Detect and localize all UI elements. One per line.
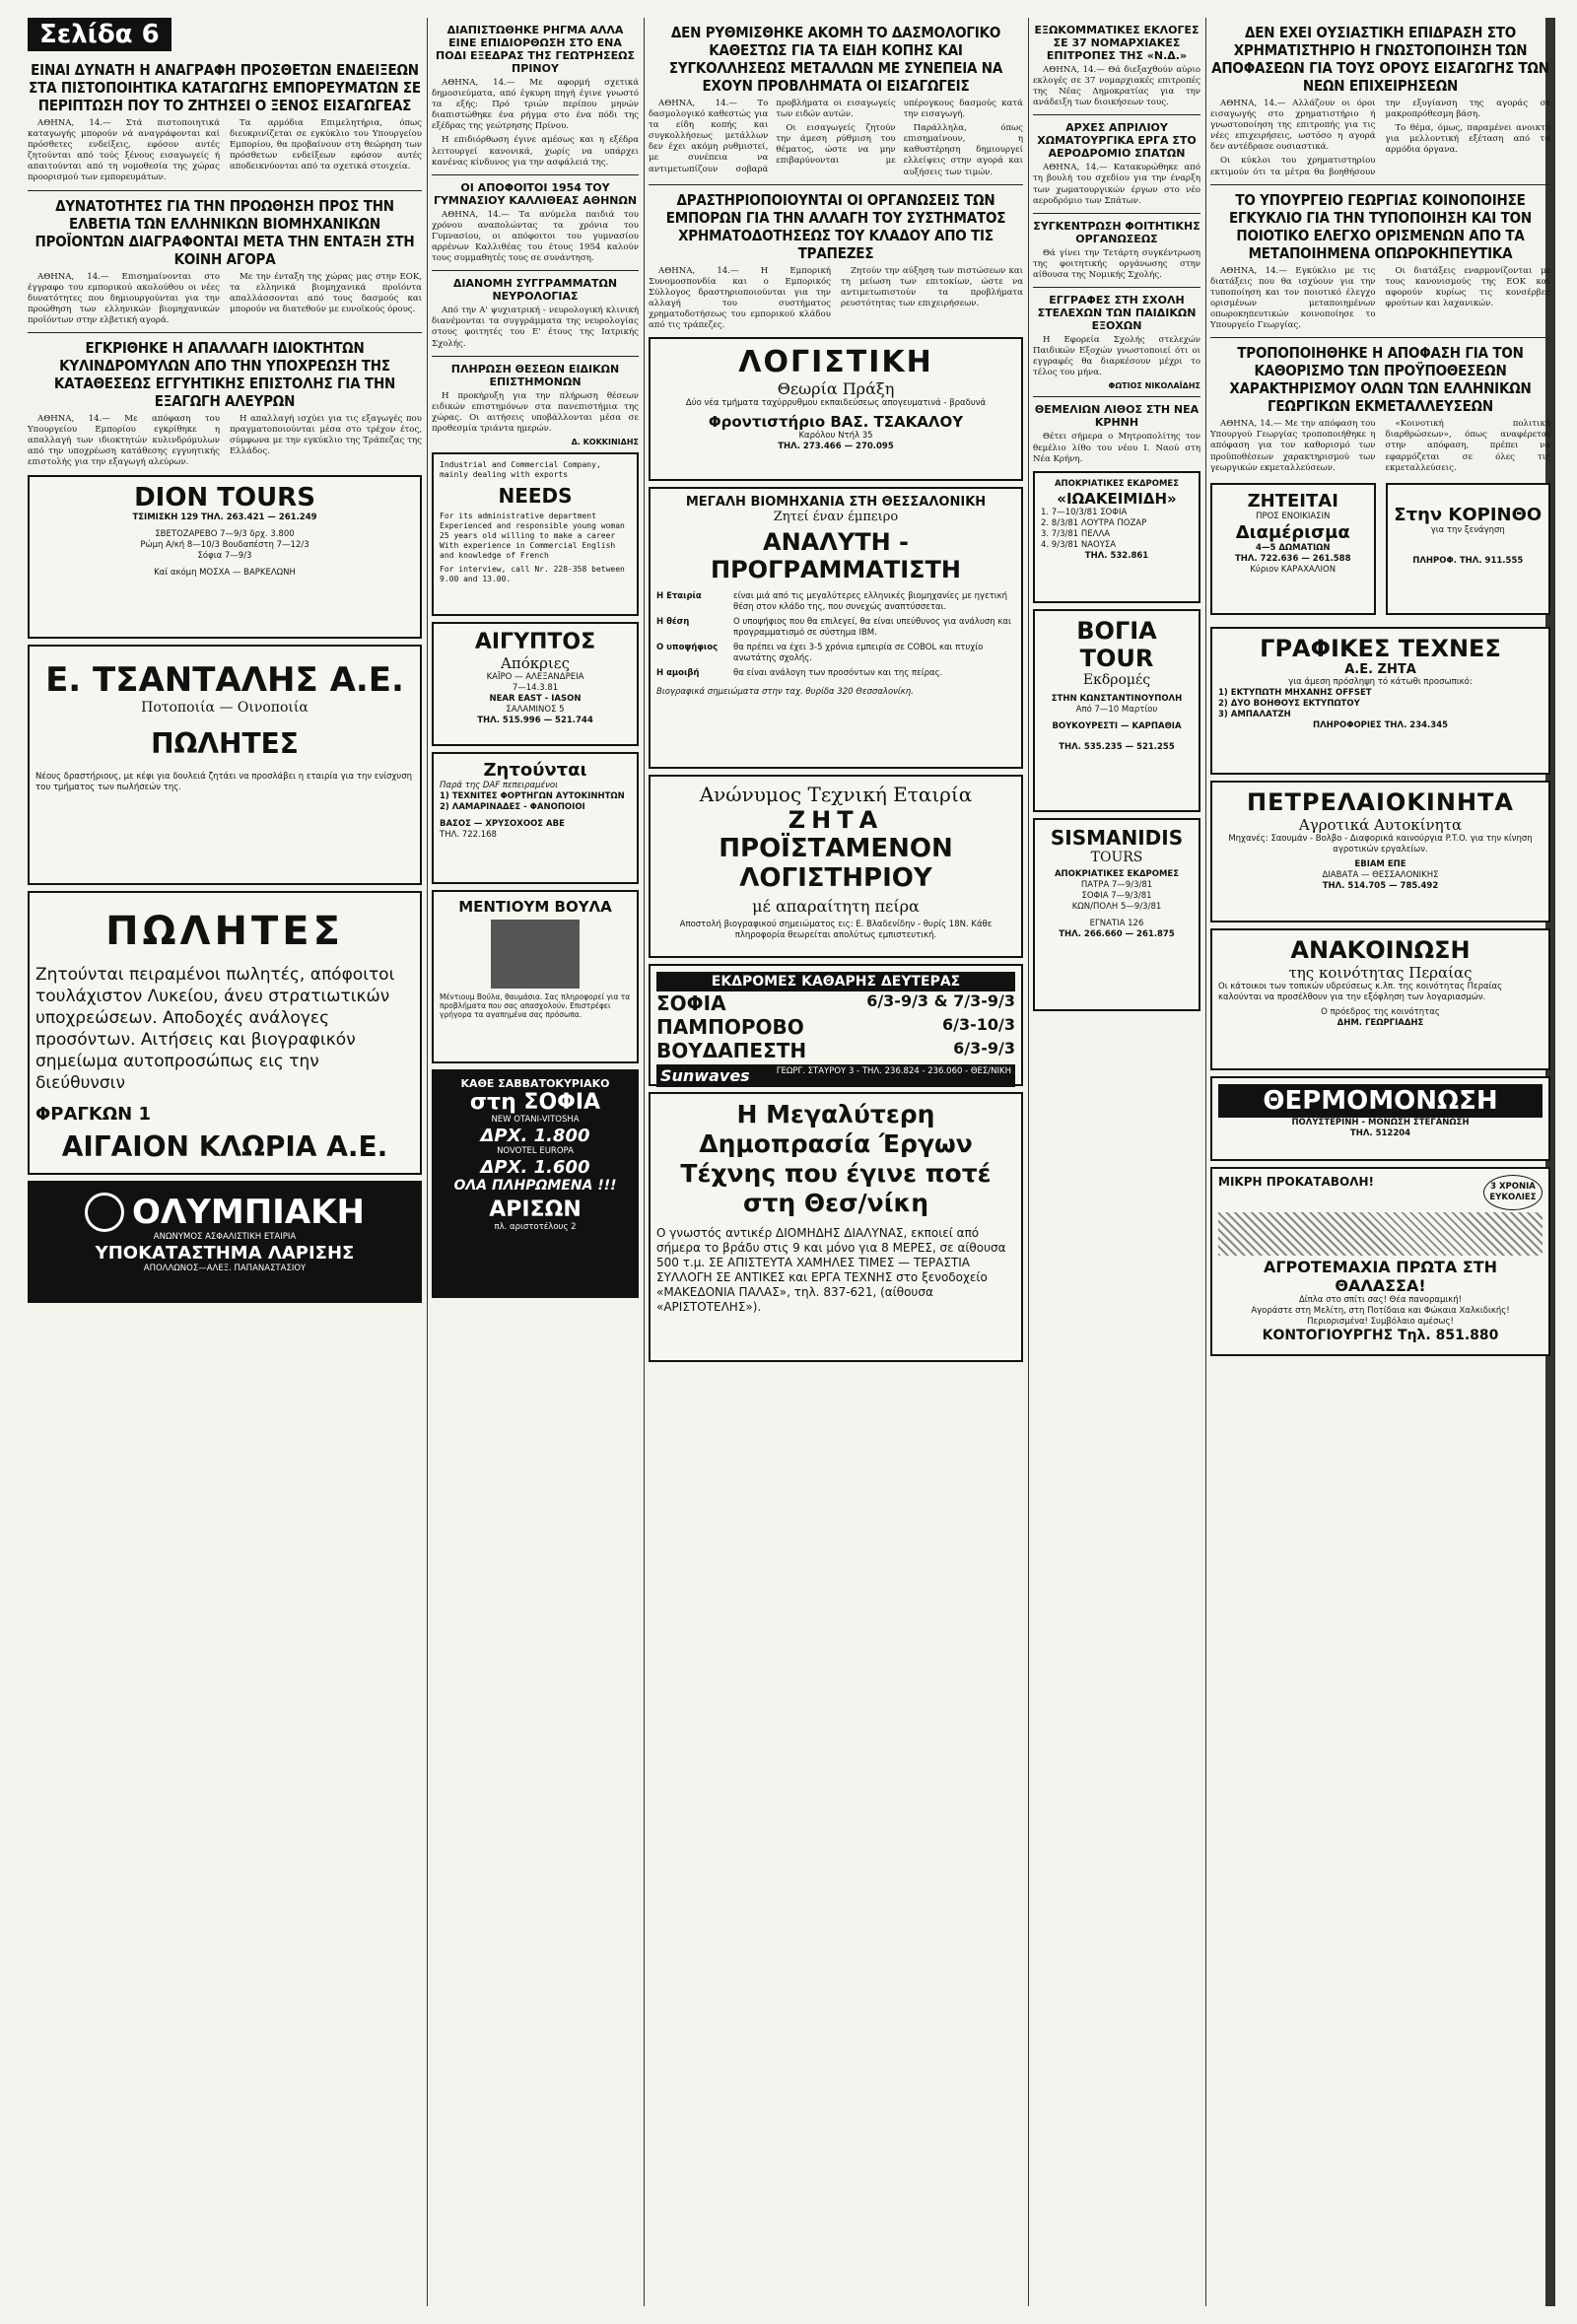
ad-logistiki: ΛΟΓΙΣΤΙΚΗ Θεωρία Πράξη Δύο νέα τμήματα ταχύρρυθμου εκπαιδεύσεως απογευματινά - βραδυνά Φροντιστήριο ΒΑΣ. ΤΣΑΚΑΛΟΥ Καρόλου Ντήλ 35 ΤΗΛ. 273.466 — 270.095 bbox=[649, 337, 1023, 481]
column-1 bbox=[28, 18, 422, 1309]
ad-zitite: ΖΗΤΕΙΤΑΙ ΠΡΟΣ ΕΝΟΙΚΙΑΣΙΝ Διαμέρισμα 4—5 ΔΩΜΑΤΙΩΝ ΤΗΛ. 722.636 — 261.588 Κύριον ΚΑΡΑΧΑΛΙΟΝ bbox=[1210, 483, 1376, 615]
ad-poletes: ΠΩΛΗΤΕΣ Ζητούνται πειραμένοι πωλητές, απόφοιτοι τουλάχιστον Λυκείου, άνευ στρατιωτικών υποχρεώσεων. Αποδοχές ανάλογες προσόντων. Αιτήσεις και βιογραφικόν σημείωμα αυτοπροσώπως εις την διεύθυνσιν ΦΡΑΓΚΩΝ 1 ΑΙΓΑΙΟΝ ΚΛΩΡΙΑ Α.Ε. bbox=[28, 891, 422, 1175]
headline-art16: ΤΟ ΥΠΟΥΡΓΕΙΟ ΓΕΩΡΓΙΑΣ ΚΟΙΝΟΠΟΙΗΣΕ ΕΓΚΥΚΛΙΟ ΓΙΑ ΤΗΝ ΤΥΠΟΠΟΙΗΣΗ ΚΑΙ ΤΟΝ ΠΟΙΟΤΙΚΟ ΕΛΕΓΧΟ ΟΡΙΣΜΕΝΩΝ ΑΠΟ ΤΑ ΜΕΤΑΠΟΙΗΜΕΝΑ ΟΠΩΡΟΚΗΠΕΥΤΙΚΑ bbox=[1229, 190, 1532, 262]
ad-sismanidis: SISMANIDIS TOURS ΑΠΟΚΡΙΑΤΙΚΕΣ ΕΚΔΡΟΜΕΣ ΠΑΤΡΑ 7—9/3/81 ΣΟΦΙΑ 7—9/3/81 ΚΩΝ/ΠΟΛΗ 5—9/3/81 ΕΓΝΑΤΙΑ 126 ΤΗΛ. 266.660 — 261.875 bbox=[1033, 818, 1200, 1011]
olympiaki-logo-icon bbox=[85, 1193, 124, 1232]
art12-p1: Θά γίνει την Τετάρτη συγκέντρωση της φοιτητικής οργάνωσης στην αίθουσα της Νομικής Σχολής. bbox=[1033, 247, 1200, 280]
column-3 bbox=[649, 18, 1023, 1368]
art5-p1: ΑΘΗΝΑ, 14.— Τα ανύμελα παιδιά του χρόνου αναπολώντας τα χρόνια του Γυμνασίου, οι απόφοιτοι του γυμνασίου αρρένων Καλλιθέας του έτους 1954 καλούν τους συμμαθητές τους σε συνάντηση. bbox=[432, 209, 639, 264]
ad-aigyptos: ΑΙΓΥΠΤΟΣ Απόκριες ΚΑΪΡΟ — ΑΛΕΞΑΝΔΡΕΙΑ 7—14.3.81 NEAR EAST - IASON ΣΑΛΑΜΙΝΟΣ 5 ΤΗΛ. 515.996 — 521.744 bbox=[432, 622, 639, 746]
art8-p2: Οι εισαγωγείς ζητούν την άμεση ρύθμιση του θέματος, ώστε να μην επιβαρύνονται με υπέρογκους δασμούς κατά την εισαγωγή. bbox=[776, 99, 1023, 167]
column-4 bbox=[1033, 18, 1200, 1017]
headline-art10: ΕΞΩΚΟΜΜΑΤΙΚΕΣ ΕΚΛΟΓΕΣ ΣΕ 37 ΝΟΜΑΡΧΙΑΚΕΣ ΕΠΙΤΡΟΠΕΣ ΤΗΣ «Ν.Δ.» bbox=[1034, 24, 1200, 62]
column-rule bbox=[427, 18, 428, 2306]
headline-art14: ΘΕΜΕΛΙΩΝ ΛΙΘΟΣ ΣΤΗ ΝΕΑ ΚΡΗΝΗ bbox=[1034, 403, 1200, 430]
art7-signature: Δ. ΚΟΚΚΙΝΙΔΗΣ bbox=[571, 437, 639, 446]
art4-p1: ΑΘΗΝΑ, 14.— Με αφορμή σχετικά δημοσιεύματα, από έγκυρη πηγή έγινε γνωστό τα εξής: Πρό τριών περίπου μηνών διαπιστώθηκε ένα ρήγμα στο ένα πόδι της εξέδρας της γεώτρησης Πρίνου. bbox=[432, 78, 639, 132]
headline-art9: ΔΡΑΣΤΗΡΙΟΠΟΙΟΥΝΤΑΙ ΟΙ ΟΡΓΑΝΩΣΕΙΣ ΤΩΝ ΕΜΠΟΡΩΝ ΓΙΑ ΤΗΝ ΑΛΛΑΓΗ ΤΟΥ ΣΥΣΤΗΜΑΤΟΣ ΧΡΗΜΑΤΟΔΟΤΗΣΕΩΣ ΤΟΥ ΚΛΑΔΟΥ ΑΠΟ ΤΙΣ ΤΡΑΠΕΖΕΣ bbox=[665, 190, 1006, 262]
ad-olympiaki: ΟΛΥΜΠΙΑΚΗ ΑΝΩΝΥΜΟΣ ΑΣΦΑΛΙΣΤΙΚΗ ΕΤΑΙΡΙΑ ΥΠΟΚΑΤΑΣΤΗΜΑ ΛΑΡΙΣΗΣ ΑΠΟΛΛΩΝΟΣ—ΑΛΕΞ. ΠΑΠΑΝΑΣΤΑΣΙΟΥ bbox=[28, 1181, 422, 1303]
headline-art8: ΔΕΝ ΡΥΘΜΙΣΘΗΚΕ ΑΚΟΜΗ ΤΟ ΔΑΣΜΟΛΟΓΙΚΟ ΚΑΘΕΣΤΩΣ ΓΙΑ ΤΑ ΕΙΔΗ ΚΟΠΗΣ ΚΑΙ ΣΥΓΚΟΛΛΗΣΕΩΣ ΜΕΤΑΛΛΩΝ ΜΕ ΣΥΝΕΠΕΙΑ ΝΑ ΕΧΟΥΝ ΠΡΟΒΛΗΜΑΤΑ ΟΙ ΕΙΣΑΓΩΓΕΙΣ bbox=[668, 24, 1003, 95]
ad-agrotemaxia: ΜΙΚΡΗ ΠΡΟΚΑΤΑΒΟΛΗ! 3 ΧΡΟΝΙΑ ΕΥΚΟΛΙΕΣ ΑΓΡΟΤΕΜΑΧΙΑ ΠΡΩΤΑ ΣΤΗ ΘΑΛΑΣΣΑ! Δίπλα στο σπίτι σας! Θέα πανοραμική! Αγοράστε στη Μελίτη, στη Ποτίδαια και Φώκαια Χαλκιδικής! Περιορισμένα! Συμβόλαιο αμέσως! ΚΟΝΤΟΓΙΟΥΡΓΗΣ Τηλ. 851.880 bbox=[1210, 1167, 1550, 1356]
headline-art17: ΤΡΟΠΟΠΟΙΗΘΗΚΕ Η ΑΠΟΦΑΣΗ ΓΙΑ ΤΟΝ ΚΑΘΟΡΙΣΜΟ ΤΩΝ ΠΡΟΫΠΟΘΕΣΕΩΝ ΧΑΡΑΚΤΗΡΙΣΜΟΥ ΟΛΩΝ ΤΩΝ ΕΛΛΗΝΙΚΩΝ ΓΕΩΡΓΙΚΩΝ ΕΚΜΕΤΑΛΛΕΥΣΕΩΝ bbox=[1229, 344, 1532, 416]
column-5 bbox=[1210, 18, 1550, 1362]
art9-p1: ΑΘΗΝΑ, 14.— Η Εμπορική Συνομοσπονδία και ο Εμπορικός Σύλλογος δραστηριοποιούνται για την αλλαγή του συστήματος χρηματοδοτήσεως του εμπορικού κλάδου από τις τράπεζες. bbox=[649, 265, 831, 331]
ad-korintho: Στην ΚΟΡΙΝΘΟ για την ξενάγηση ΠΛΗΡΟΦ. ΤΗΛ. 911.555 bbox=[1386, 483, 1551, 615]
art14-p1: Θέτει σήμερα ο Μητροπολίτης τον θεμέλιο λίθο του νέου Ι. Ναού στη Νέα Κρήνη. bbox=[1033, 432, 1200, 464]
column-rule bbox=[1028, 18, 1029, 2306]
art3-p2: Η απαλλαγή ισχύει για τις εξαγωγές που πραγματοποιούνται μέσα στο τρέχον έτος, σύμφωνα με την εγκύκλιο της Τράπεζας της Ελλάδος. bbox=[230, 414, 422, 457]
art13-p1: Η Εφορεία Σχολής στελεχών Παιδικών Εξοχών γνωστοποιεί ότι οι εγγραφές θα διαρκέσουν μέχρι το τέλος του μήνα. bbox=[1033, 335, 1200, 378]
ad-auction: Η Μεγαλύτερη Δημοπρασία Έργων Τέχνης που έγινε ποτέ στη Θεσ/νίκη Ο γνωστός αντικέρ ΔΙΟΜΗΔΗΣ ΔΙΑΛΥΝΑΣ, εκποιεί από σήμερα το βράδυ στις 9 και μόνο για 8 ΜΕΡΕΣ, σε αίθουσα 500 τ.μ. ΣΕ ΑΠΙΣΤΕΥΤΑ ΧΑΜΗΛΕΣ ΤΙΜΕΣ — ΤΕΡΑΣΤΙΑ ΣΥΛΛΟΓΗ ΣΕ ΑΝΤΙΚΕΣ και ΕΡΓΑ ΤΕΧΝΗΣ στο ξενοδοχείο «ΜΑΚΕΔΟΝΙΑ ΠΑΛΑΣ», τηλ. 837-621, (αίθουσα «ΑΡΙΣΤΟΤΕΛΗΣ»). bbox=[649, 1092, 1023, 1362]
ad-ioakeimidi: ΑΠΟΚΡΙΑΤΙΚΕΣ ΕΚΔΡΟΜΕΣ «ΙΩΑΚΕΙΜΙΔΗ» 1. 7—10/3/81 ΣΟΦΙΑ 2. 8/3/81 ΛΟΥΤΡΑ ΠΟΖΑΡ 3. 7/3/81 ΠΕΛΛΑ 4. 9/3/81 ΝΑΟΥΣΑ ΤΗΛ. 532.861 bbox=[1033, 471, 1200, 603]
art9-p2: Ζητούν την αύξηση των πιστώσεων και τη μείωση των επιτοκίων, ώστε να αντιμετωπιστούν τα προβλήματα ρευστότητας των επιχειρήσεων. bbox=[841, 265, 1023, 308]
headline-art13: ΕΓΓΡΑΦΕΣ ΣΤΗ ΣΧΟΛΗ ΣΤΕΛΕΧΩΝ ΤΩΝ ΠΑΙΔΙΚΩΝ ΕΞΟΧΩΝ bbox=[1037, 294, 1197, 333]
ad-needs: Industrial and Commercial Company, mainly dealing with exports NEEDS For its administrative department Experienced and responsible young woman 25 years old willing to make a career With experience in Commercial English and knowledge of French For interview, call Nr. 228-358 between 9.00 and 13.00. bbox=[432, 452, 639, 616]
art1-p1: ΑΘΗΝΑ, 14.— Στά πιστοποιητικά καταγωγής μπορούν νά αναγράφονται καί πρόσθετες ενδείξεις, εφόσον αυτές ζητούνται από τούς ξένους εισαγωγείς ή απαιτούνται από τη νομοθεσία της χώρας προορισμού των εμπορευμάτων. bbox=[28, 118, 220, 183]
ad-petrelaiokinita: ΠΕΤΡΕΛΑΙΟΚΙΝΗΤΑ Αγροτικά Αυτοκίνητα Μηχανές: Σαουμάν - Βολβο - Διαφορικά καινούργια P.T.O. για την κίνηση αγροτικών εργαλείων. ΕΒΙΑΜ ΕΠΕ ΔΙΑΒΑΤΑ — ΘΕΣΣΑΛΟΝΙΚΗΣ ΤΗΛ. 514.705 — 785.492 bbox=[1210, 781, 1550, 923]
art16-p2: Οι διατάξεις εναρμονίζονται με τους κανονισμούς της ΕΟΚ και αφορούν κυρίως τις κονσέρβες φρούτων και λαχανικών. bbox=[1385, 265, 1550, 308]
ad-anonymos: Ανώνυμος Τεχνική Εταιρία ΖΗΤΑ ΠΡΟΪΣΤΑΜΕΝΟΝ ΛΟΓΙΣΤΗΡΙΟΥ μέ απαραίτητη πείρα Αποστολή βιογραφικού σημειώματος εις: Ε. Βλαδενίδην - θυρίς 18Ν. Κάθε πληροφορία θεωρείται απολύτως εμπιστευτική. bbox=[649, 775, 1023, 958]
art8-p1: ΑΘΗΝΑ, 14.— Το δασμολογικό καθεστώς για τα είδη κοπής και συγκολλήσεως μετάλλων δεν έχει ακόμη ρυθμιστεί, με συνέπεια να αντιμετωπίζουν σοβαρά προβλήματα οι εισαγωγείς των ειδών αυτών. bbox=[649, 99, 896, 174]
headline-art2: ΔΥΝΑΤΟΤΗΤΕΣ ΓΙΑ ΤΗΝ ΠΡΟΩΘΗΣΗ ΠΡΟΣ ΤΗΝ ΕΛΒΕΤΙΑ ΤΩΝ ΕΛΛΗΝΙΚΩΝ ΒΙΟΜΗΧΑΝΙΚΩΝ ΠΡΟΪΟΝΤΩΝ ΔΙΑΓΡΑΦΟΝΤΑΙ ΜΕΤΑ ΤΗΝ ΕΝΤΑΞΗ ΣΤΗ ΚΟΙΝΗ ΑΓΟΡΑ bbox=[34, 196, 415, 268]
headline-art5: ΟΙ ΑΠΟΦΟΙΤΟΙ 1954 ΤΟΥ ΓΥΜΝΑΣΙΟΥ ΚΑΛΛΙΘΕΑΣ ΑΘΗΝΩΝ bbox=[433, 180, 638, 207]
ad-sunwaves: ΕΚΔΡΟΜΕΣ ΚΑΘΑΡΗΣ ΔΕΥΤΕΡΑΣ ΣΟΦΙΑ 6/3-9/3 & 7/3-9/3 ΠΑΜΠΟΡΟΒΟ 6/3-10/3 ΒΟΥΔΑΠΕΣΤΗ 6/3-9/3 Sunwaves ΓΕΩΡΓ. ΣΤΑΥΡΟΥ 3 - ΤΗΛ. 236.824 - 236.060 - ΘΕΣ/ΝΙΚΗ bbox=[649, 964, 1023, 1086]
newspaper-page bbox=[18, 18, 1555, 2306]
headline-art7: ΠΛΗΡΩΣΗ ΘΕΣΕΩΝ ΕΙΔΙΚΩΝ ΕΠΙΣΤΗΜΟΝΩΝ bbox=[450, 362, 620, 388]
headline-art3: ΕΓΚΡΙΘΗΚΕ Η ΑΠΑΛΛΑΓΗ ΙΔΙΟΚΤΗΤΩΝ ΚΥΛΙΝΔΡΟΜΥΛΩΝ ΑΠΟ ΤΗΝ ΥΠΟΧΡΕΩΣΗ ΤΗΣ ΚΑΤΑΘΕΣΕΩΣ ΕΓΓΥΗΤΙΚΗΣ ΕΠΙΣΤΟΛΗΣ ΓΙΑ ΤΗΝ ΕΞΑΓΩΓΗ ΑΛΕΥΡΩΝ bbox=[53, 339, 396, 411]
art11-p1: ΑΘΗΝΑ, 14.— Κατακυρώθηκε από τη βουλή του σχεδίου για την έναρξη των χωματουργικών έργων στο νέο αεροδρόμιο των Σπάτων. bbox=[1033, 163, 1200, 206]
art17-p1: ΑΘΗΝΑ, 14.— Με την απόφαση του Υπουργού Γεωργίας τροποποιήθηκε η απόφαση για τον καθορισμό των προϋποθέσεων χαρακτηρισμού των γεωργικών εκμεταλλεύσεων. bbox=[1210, 419, 1376, 473]
ad-dion-tours: DION TOURS ΤΣΙΜΙΣΚΗ 129 ΤΗΛ. 263.421 — 261.249 ΣΒΕΤΟΖΑΡΕΒΟ 7—9/3 δρχ. 3.800 Ρώμη Α/κή 8—10/3 Βουδαπέστη 7—12/3 Σόφια 7—9/3 Καί ακόμη ΜΟΣΧΑ — ΒΑΡΚΕΛΩΝΗ bbox=[28, 475, 422, 639]
headline-art11: ΑΡΧΕΣ ΑΠΡΙΛΙΟΥ ΧΩΜΑΤΟΥΡΓΙΚΑ ΕΡΓΑ ΣΤΟ ΑΕΡΟΔΡΟΜΙΟ ΣΠΑΤΩΝ bbox=[1037, 121, 1197, 161]
art8-p3: Παράλληλα, όπως επισημαίνουν, η καθυστέρηση δημιουργεί ελλείψεις στην αγορά και αυξήσεις των τιμών. bbox=[903, 123, 1023, 177]
ad-sofia-weekend: ΚΑΘΕ ΣΑΒΒΑΤΟΚΥΡΙΑΚΟ στη ΣΟΦΙΑ NEW OTANI-VITOSHA ΔΡΧ. 1.800 NOVOTEL EUROPA ΔΡΧ. 1.600 ΟΛΑ ΠΛΗΡΩΜΕΝΑ !!! ΑΡΙΣΩΝ πλ. αριστοτέλους 2 bbox=[432, 1069, 639, 1298]
mentioum-photo bbox=[491, 920, 580, 989]
headline-art15: ΔΕΝ ΕΧΕΙ ΟΥΣΙΑΣΤΙΚΗ ΕΠΙΔΡΑΣΗ ΣΤΟ ΧΡΗΜΑΤΙΣΤΗΡΙΟ Η ΓΝΩΣΤΟΠΟΙΗΣΗ ΤΩΝ ΑΠΟΦΑΣΕΩΝ ΓΙΑ ΤΟΥΣ ΟΡΟΥΣ ΕΙΣΑΓΩΓΗΣ ΤΩΝ ΝΕΩΝ ΕΠΙΧΕΙΡΗΣΕΩΝ bbox=[1211, 24, 1549, 95]
art6-p1: Από την Α' ψυχιατρική - νευρολογική κλινική διανέμονται τα συγγράμματα της νευρολογίας στους φοιτητές του Ε' έτους της Ιατρικής Σχολής. bbox=[432, 306, 639, 349]
art2-p1: ΑΘΗΝΑ, 14.— Επισημαίνονται στο έγγραφο του εμπορικού ακολούθου οι νέες δυνατότητες που δημιουργούνται για την προώθηση των ελληνικών βιομηχανικών προϊόντων στην ελβετική αγορά. bbox=[28, 271, 220, 325]
column-rule bbox=[1205, 18, 1206, 2306]
page-label: Σελίδα 6 bbox=[28, 18, 171, 51]
art4-p2: Η επιδιόρθωση έγινε αμέσως και η εξέδρα λειτουργεί κανονικά, χωρίς να υπάρχει κανένας κίνδυνος για την ασφάλειά της. bbox=[432, 135, 639, 168]
ad-mentioum: ΜΕΝΤΙΟΥΜ ΒΟΥΛΑ Μέντιουμ Βούλα, θαυμάσια. Σας πληροφορεί για τα προβλήματα που σας απασχολούν. Επιστρέφει γρήγορα τα αγαπημένα σας πρόσωπα. bbox=[432, 890, 639, 1063]
art17-p2: «Κοινοτική πολιτική διαρθρώσεων», όπως αναφέρεται στην απόφαση, πρέπει να εφαρμόζεται σε όλες τις εκμεταλλεύσεις. bbox=[1385, 419, 1550, 473]
ad-vogia-tour: ΒΟΓΙΑ TOUR Εκδρομές ΣΤΗΝ ΚΩΝΣΤΑΝΤΙΝΟΥΠΟΛΗ Από 7—10 Μαρτίου ΒΟΥΚΟΥΡΕΣΤΙ — ΚΑΡΠΑΘΙΑ ΤΗΛ. 535.235 — 521.255 bbox=[1033, 609, 1200, 812]
headline-art6: ΔΙΑΝΟΜΗ ΣΥΓΓΡΑΜΜΑΤΩΝ ΝΕΥΡΟΛΟΓΙΑΣ bbox=[452, 277, 618, 304]
ad-zitountai: Ζητούνται Παρά της DAF πεπειραμένοι 1) ΤΕΧΝΙΤΕΣ ΦΟΡΤΗΓΩΝ ΑΥΤΟΚΙΝΗΤΩΝ 2) ΛΑΜΑΡΙΝΑΔΕΣ - ΦΑΝΟΠΟΙΟΙ ΒΑΣΟΣ — ΧΡΥΣΟΧΟΟΣ ΑΒΕ ΤΗΛ. 722.168 bbox=[432, 752, 639, 884]
ad-tsantalis: Ε. ΤΣΑΝΤΑΛΗΣ Α.Ε. Ποτοποιία — Οινοποιία ΠΩΛΗΤΕΣ Νέους δραστήριους, με κέφι για δουλειά ζητάει να προσλάβει η εταιρία για την ενίσχυση του τμήματος των πωλήσεών της. bbox=[28, 645, 422, 885]
art15-p1: ΑΘΗΝΑ, 14.— Αλλάζουν οι όροι εισαγωγής στο χρηματιστήριο ή γνωστοποίηση της επιτροπής για τις νέες επιχειρήσεις, ωστόσο η αγορά δεν αντέδρασε ουσιαστικά. bbox=[1210, 99, 1376, 153]
art7-p1: Η προκήρυξη για την πλήρωση θέσεων ειδικών επιστημόνων στα πανεπιστήμια της χώρας. Οι αιτήσεις υποβάλλονται μέσα σε προθεσμία τριάντα ημερών. bbox=[432, 390, 639, 434]
art10-p1: ΑΘΗΝΑ, 14.— Θά διεξαχθούν αύριο εκλογές σε 37 νομαρχιακές επιτροπές της Νέας Δημοκρατίας για την ανάδειξη των διοικήσεων τους. bbox=[1033, 65, 1200, 108]
art1-p2: Τα αρμόδια Επιμελητήρια, όπως διευκρινίζεται σε εγκύκλιο του Υπουργείου Εμπορίου, θα προβαίνουν στη θεώρηση των πρόσθετων ενδείξεων εφόσον αυτές αποδεικνύονται από τα σχετικά στοιχεία. bbox=[230, 118, 422, 172]
art15-p2: Οι κύκλοι του χρηματιστηρίου εκτιμούν ότι τα μέτρα θα βοηθήσουν την εξυγίανση της αγοράς σε μακροπρόθεσμη βάση. bbox=[1210, 99, 1550, 177]
house-illustration bbox=[1218, 1212, 1543, 1256]
art13-signature: ΦΩΤΙΟΣ ΝΙΚΟΛΑΪΔΗΣ bbox=[1108, 381, 1200, 391]
ad-thermomonosi: ΘΕΡΜΟΜΟΝΩΣΗ ΠΟΛΥΣΤΕΡΙΝΗ - ΜΟΝΩΣΗ ΣΤΕΓΑΝΩΣΗ ΤΗΛ. 512204 bbox=[1210, 1076, 1550, 1161]
headline-art4: ΔΙΑΠΙΣΤΩΘΗΚΕ ΡΗΓΜΑ ΑΛΛΑ ΕΙΝΕ ΕΠΙΔΙΟΡΘΩΣΗ ΣΤΟ ΕΝΑ ΠΟΔΙ ΕΞΕΔΡΑΣ ΤΗΣ ΓΕΩΤΡΗΣΕΩΣ ΠΡΙΝΟΥ bbox=[436, 24, 635, 75]
ad-analyst: ΜΕΓΑΛΗ ΒΙΟΜΗΧΑΝΙΑ ΣΤΗ ΘΕΣΣΑΛΟΝΙΚΗ Ζητεί έναν έμπειρο ΑΝΑΛΥΤΗ - ΠΡΟΓΡΑΜΜΑΤΙΣΤΗ Η Εταιρία είναι μιά από τις μεγαλύτερες ελληνικές βιομηχανίες με ηγετική θέση στον κλάδο της, που συνεχώς αναπτύσσεται. Η θέση Ο υποψήφιος που θα επιλεγεί, θα είναι υπεύθυνος για ανάλυση και προγραμματισμό σε σύστημα IBM. Ο υποψήφιος θα πρέπει να έχει 3-5 χρόνια εμπειρία σε COBOL και πτυχίο ανωτάτης σχολής. Η αμοιβή θα είναι ανάλογη των προσόντων και της πείρας. Βιογραφικά σημειώματα στην ταχ. θυρίδα 320 Θεσσαλονίκη. bbox=[649, 487, 1023, 769]
headline-art12: ΣΥΓΚΕΝΤΡΩΣΗ ΦΟΙΤΗΤΙΚΗΣ ΟΡΓΑΝΩΣΕΩΣ bbox=[1033, 219, 1200, 245]
art16-p1: ΑΘΗΝΑ, 14.— Εγκύκλιο με τις διατάξεις που θα ισχύουν για την τυποποίηση και τον ποιοτικό έλεγχο ορισμένων μεταποιημένων οπωροκηπευτικών κοινοποίησε το Υπουργείο Γεωργίας. bbox=[1210, 265, 1376, 331]
ad-anakoinosi: ΑΝΑΚΟΙΝΩΣΗ της κοινότητας Περαίας Οι κάτοικοι των τοπικών υδρεύσεως κ.λπ. της κοινότητας Περαίας καλούνται να προσέλθουν για την εξόφληση των λογαριασμών. Ο πρόεδρος της κοινότητας ΔΗΜ. ΓΕΩΡΓΙΑΔΗΣ bbox=[1210, 928, 1550, 1070]
art2-p2: Με την ένταξη της χώρας μας στην ΕΟΚ, τα ελληνικά βιομηχανικά προϊόντα απαλλάσσονται από τους δασμούς και μπορούν να διατεθούν με ευνοϊκούς όρους. bbox=[230, 271, 422, 314]
column-2 bbox=[432, 18, 639, 1304]
headline-art1: ΕΙΝΑΙ ΔΥΝΑΤΗ Η ΑΝΑΓΡΑΦΗ ΠΡΟΣΘΕΤΩΝ ΕΝΔΕΙΞΕΩΝ ΣΤΑ ΠΙΣΤΟΠΟΙΗΤΙΚΑ ΚΑΤΑΓΩΓΗΣ ΕΜΠΟΡΕΥΜΑΤΩΝ ΣΕ ΠΕΡΙΠΤΩΣΗ ΠΟΥ ΤΟ ΖΗΤΗΣΕΙ Ο ΞΕΝΟΣ ΕΙΣΑΓΩΓΕΑΣ bbox=[29, 61, 421, 114]
art15-p3: Το θέμα, όμως, παραμένει ανοικτό για μελλοντική εξέταση από τα αρμόδια όργανα. bbox=[1385, 123, 1550, 156]
ad-grafikes: ΓΡΑΦΙΚΕΣ ΤΕΧΝΕΣ Α.Ε. ΖΗΤΑ για άμεση πρόσληψη τό κάτωθι προσωπικό: 1) ΕΚΤΥΠΩΤΗ ΜΗΧΑΝΗΣ OFFSET 2) ΔΥΟ ΒΟΗΘΟΥΣ ΕΚΤΥΠΩΤΟΥ 3) ΑΜΠΑΛΑΤΖΗ ΠΛΗΡΟΦΟΡΙΕΣ ΤΗΛ. 234.345 bbox=[1210, 627, 1550, 775]
column-rule bbox=[644, 18, 645, 2306]
art3-p1: ΑΘΗΝΑ, 14.— Με απόφαση του Υπουργείου Εμπορίου εγκρίθηκε η απαλλαγή των ιδιοκτητών κυλινδρόμυλων από την υποχρέωση κατάθεσης εγγυητικής επιστολής για την εξαγωγή αλεύρων. bbox=[28, 414, 220, 468]
